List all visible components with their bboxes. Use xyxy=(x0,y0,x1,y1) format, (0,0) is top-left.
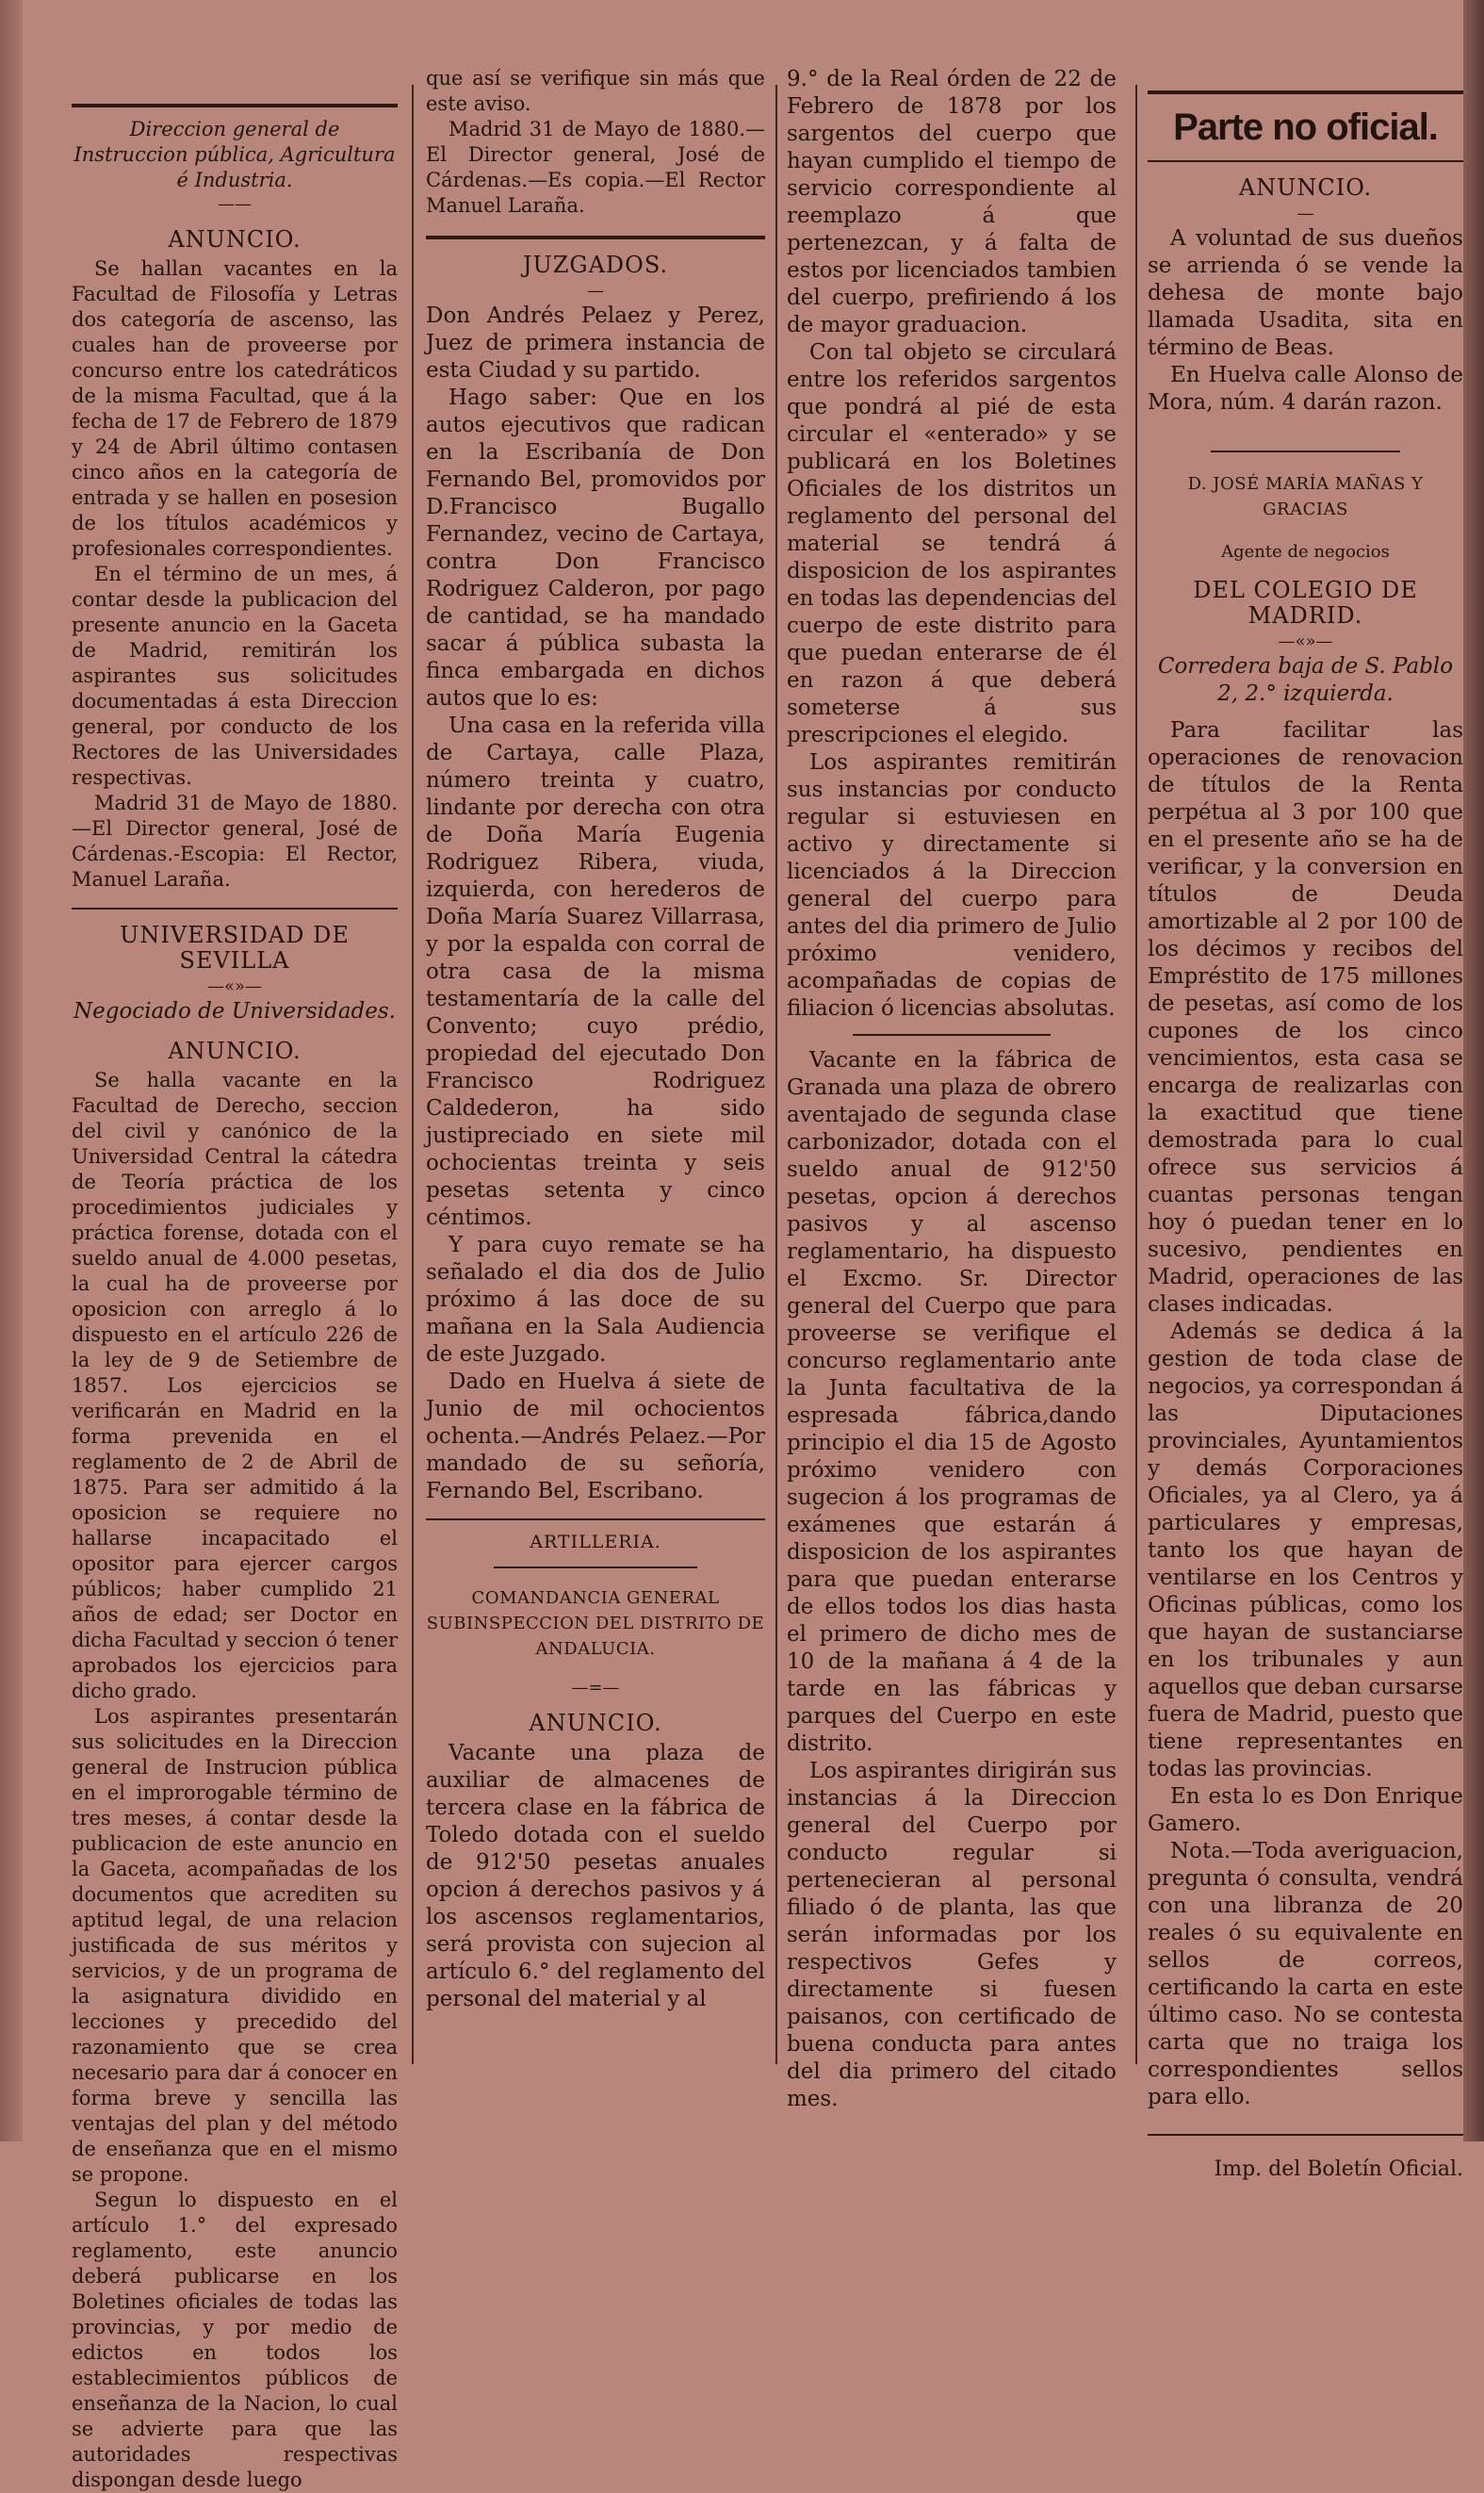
divider: —=— xyxy=(571,1678,620,1698)
top-rule xyxy=(72,104,398,107)
imprint: Imp. del Boletín Oficial. xyxy=(1214,2157,1463,2181)
artilleria-title: ARTILLERIA. xyxy=(530,1532,661,1552)
paragraph: Vacante en la fábrica de Granada una plaza de obrero aventajado de segunda clase carbonizador, dotada con el sueldo anual de 912'50 pesetas, opcion á derechos pasivos y al ascenso reglamentario, ha dispuesto el Excmo. Sr. Director general del Cuerpo que para proveerse se verifique el concurso reglamentario ante la Junta facultativa de la espresada fábrica,dando principio el dia 15 de Agosto próximo venidero con sugecion á los programas de exámenes que estarán á disposicion de los aspirantes para que puedan enterarse de ellos todos los dias hasta el primero de dicho mes de 10 de la mañana á 4 de la tarde en las fábricas y parques del Cuerpo en este distrito. xyxy=(787,1048,1117,1756)
rule xyxy=(426,236,765,239)
negociado-title: Negociado de Universidades. xyxy=(73,999,396,1024)
column-3 xyxy=(787,66,1117,2123)
rule xyxy=(1211,451,1400,452)
paragraph: Una casa en la referida villa de Cartaya, calle Plaza, número treinta y cuatro, lindante por derecha con otra de Doña María Eugenia Rodriguez Ribera, viuda, izquierda, con herederos de Doña María Suarez Villarrasa, y por la espalda con corral de otra casa de la misma testamentaría de la calle del Convento; cuyo prédio, propiedad del ejecutado Don Francisco Rodriguez Caldederon, ha sido justipreciado en siete mil ochocientas treinta y seis pesetas setenta y cinco céntimos. xyxy=(426,713,765,1230)
column-separator-2 xyxy=(775,85,777,2064)
rule xyxy=(494,1566,697,1568)
column-1 xyxy=(72,66,398,2491)
paragraph: En el término de un mes, á contar desde la publicacion del presente anuncio en la Gaceta de Madrid, remitirán los aspirantes sus solicitudes documentadas á esta Direccion general, por conducto de los Rectores de las Universidades respectivas. xyxy=(72,563,398,789)
paragraph: Se halla vacante en la Facultad de Derecho, seccion del civil y canónico de la Universidad Central la cátedra de Teoría práctica de los procedimientos judiciales y práctica forense, dotada con el sueldo anual de 4.000 pesetas, la cual ha de proveerse por oposicion con arreglo á lo dispuesto en el artículo 226 de la ley de 9 de Setiembre de 1857. Los ejercicios se verificarán en Madrid en la forma prevenida en el reglamento de 2 de Abril de 1875. Para ser admitido á la oposicion se requiere no hallarse incapacitado el opositor para ejercer cargos públicos; haber cumplido 21 años de edad; ser Doctor en dicha Facultad y seccion ó tener aprobados los ejercicios para dicho grado. xyxy=(72,1069,398,1702)
rule xyxy=(1148,2134,1463,2136)
university-title: UNIVERSIDAD DE SEVILLA xyxy=(120,922,350,974)
top-rule xyxy=(1148,90,1463,94)
parte-no-oficial-title: Parte no oficial. xyxy=(1173,107,1438,148)
column-4 xyxy=(1148,66,1463,2181)
rule xyxy=(1148,160,1463,162)
divider: — xyxy=(587,281,604,301)
agent-name: D. JOSÉ MARÍA MAÑAS Y GRACIAS xyxy=(1187,474,1424,519)
paragraph: Don Andrés Pelaez y Perez, Juez de primera instancia de esta Ciudad y su partido. xyxy=(426,303,765,383)
address: Corredera baja de S. Pablo 2, 2.° izquierda. xyxy=(1157,654,1454,706)
ornament: —«»— xyxy=(1278,631,1333,651)
paragraph: Madrid 31 de Mayo de 1880.—El Director general, José de Cárdenas.—Es copia.—El Rector Manuel Laraña. xyxy=(426,118,765,217)
paragraph: que así se verifique sin más que este aviso. xyxy=(426,67,765,115)
paragraph: Madrid 31 de Mayo de 1880. —El Director general, José de Cárdenas.-Escopia: El Rector, Manuel Laraña. xyxy=(72,792,398,891)
anuncio-title: ANUNCIO. xyxy=(168,1038,302,1064)
paragraph: En Huelva calle Alonso de Mora, núm. 4 darán razon. xyxy=(1148,363,1463,415)
column-2 xyxy=(426,66,765,2123)
rule xyxy=(426,1518,765,1520)
paragraph: Segun lo dispuesto en el artículo 1.° del expresado reglamento, este anuncio deberá publicarse en los Boletines oficiales de todas las provincias, y por medio de edictos en todos los establecimientos públicos de enseñanza de la Nacion, lo cual se advierte para que las autoridades respectivas dispongan desde luego xyxy=(72,2189,398,2491)
anuncio-title: ANUNCIO. xyxy=(1238,174,1373,201)
paragraph: Dado en Huelva á siete de Junio de mil ochocientos ochenta.—Andrés Pelaez.—Por mandado de su señoría, Fernando Bel, Escribano. xyxy=(426,1370,765,1503)
divider: —— xyxy=(218,194,252,214)
page-edge-left xyxy=(0,0,23,2141)
paragraph: Los aspirantes remitirán sus instancias por conducto regular si estuviesen en activo y directamente si licenciados á la Direccion general del cuerpo para antes del dia primero de Julio próximo venidero, acompañadas de copias de filiacion ó licencias absolutas. xyxy=(787,750,1117,1021)
paragraph: 9.° de la Real órden de 22 de Febrero de 1878 por los sargentos del cuerpo que hayan cumplido el tiempo de servicio correspondiente al reemplazo á que pertenezcan, y á falta de estos por licenciados tambien del cuerpo, prefiriendo á los de mayor graduacion. xyxy=(787,67,1117,337)
paragraph: Nota.—Toda averiguacion, pregunta ó consulta, vendrá con una libranza de 20 reales ó su equivalente en sellos de correos, certificando la carta en este último caso. No se contesta carta que no traiga los correspondientes sellos para ello. xyxy=(1148,1839,1463,2109)
juzgados-title: JUZGADOS. xyxy=(522,252,669,278)
ornament: —«»— xyxy=(206,976,263,996)
column-separator-1 xyxy=(412,85,414,2064)
anuncio-title: ANUNCIO. xyxy=(529,1710,662,1736)
rule xyxy=(72,908,398,910)
comandancia-title: COMANDANCIA GENERAL SUBINSPECCION DEL DISTRITO DE ANDALUCIA. xyxy=(426,1588,765,1659)
paragraph: Los aspirantes dirigirán sus instancias á la Direccion general del Cuerpo por conducto regular si pertenecieran al personal filiado ó de planta, las que serán informadas por los respectivos Gefes y directamente si fuesen paisanos, con certificado de buena conducta para antes del dia primero del citado mes. xyxy=(787,1759,1117,2111)
paragraph: Para facilitar las operaciones de renovacion de títulos de la Renta perpétua al 3 por 100 que en el presente año se ha de verificar, y la conversion en títulos de Deuda amortizable al 2 por 100 de los décimos y recibos del Empréstito de 175 millones de pesetas, así como de los cupones de los cinco vencimientos, esta casa se encarga de realizarlas con la exactitud que tiene demostrada para lo cual ofrece sus servicios á cuantas personas tengan hoy ó puedan tener en lo sucesivo, pendientes en Madrid, operaciones de las clases indicadas. xyxy=(1148,718,1463,1317)
agent-role: Agente de negocios xyxy=(1221,542,1390,562)
divider: — xyxy=(1296,204,1314,223)
paragraph: Además se dedica á la gestion de toda clase de negocios, ya correspondan á las Diputaciones provinciales, Ayuntamientos y demás Corporaciones Oficiales, ya al Clero, ya á particulares y empresas, tanto los que hayan de ventilarse en los Centros y Oficinas públicas, como los que hayan de sustanciarse en los tribunales y aun aquellos que deban cursarse fuera de Madrid, puesto que tiene representantes en todas las provincias. xyxy=(1148,1320,1463,1781)
paragraph: En esta lo es Don Enrique Gamero. xyxy=(1148,1784,1463,1836)
paragraph: Los aspirantes presentarán sus solicitudes en la Direccion general de Instrucion pública en el improrogable término de tres meses, á contar desde la publicacion de este anuncio en la Gaceta, acompañadas de los documentos que acrediten su aptitud legal, de una relacion justificada de sus méritos y servicios, y de un programa de la asignatura dividido en lecciones y precedido del razonamiento que se crea necesario para dar á conocer en forma breve y sencilla las ventajas del plan y del método de enseñanza que en el mismo se propone. xyxy=(72,1705,398,2186)
anuncio-title: ANUNCIO. xyxy=(168,226,302,253)
page-edge-right xyxy=(1463,0,1484,2141)
paragraph: Se hallan vacantes en la Facultad de Filosofía y Letras dos categoría de ascenso, las cuales han de proveerse por concurso entre los catedráticos de la misma Facultad, que á la fecha de 17 de Febrero de 1879 y 24 de Abril último contasen cinco años en la categoría de entrada y se hallen en posesion de los títulos académicos y profesionales correspondientes. xyxy=(72,257,398,560)
column-separator-3 xyxy=(1135,85,1137,2064)
colegio-title: DEL COLEGIO DE MADRID. xyxy=(1193,577,1418,629)
rule xyxy=(853,1034,1051,1036)
paragraph: Con tal objeto se circulará entre los referidos sargentos que pondrá al pié de esta circular el «enterado» y se publicará en los Boletines Oficiales de los distritos un reglamento del personal del material se tendrá á disposicion de los aspirantes en todas las dependencias del cuerpo de este distrito para que puedan enterarse de él en razon á que deberá someterse á sus prescripciones el elegido. xyxy=(787,340,1117,747)
section-header: Direccion general de Instruccion pública, Agricultura é Industria. xyxy=(73,118,396,191)
paragraph: Hago saber: Que en los autos ejecutivos que radican en la Escribanía de Don Fernando Bel, promovidos por D.Francisco Bugallo Fernandez, vecino de Cartaya, contra Don Francisco Rodriguez Calderon, por pago de cantidad, se ha mandado sacar á pública subasta la finca embargada en dichos autos que lo es: xyxy=(426,385,765,711)
paragraph: A voluntad de sus dueños se arrienda ó se vende la dehesa de monte bajo llamada Usadita, sita en término de Beas. xyxy=(1148,226,1463,360)
paragraph: Vacante una plaza de auxiliar de almacenes de tercera clase en la fábrica de Toledo dotada con el sueldo de 912'50 pesetas anuales opcion á derechos pasivos y á los ascensos reglamentarios, será provista con sujecion al artículo 6.° del reglamento del personal del material y al xyxy=(426,1741,765,2011)
paragraph: Y para cuyo remate se ha señalado el dia dos de Julio próximo á las doce de su mañana en la Sala Audiencia de este Juzgado. xyxy=(426,1233,765,1367)
